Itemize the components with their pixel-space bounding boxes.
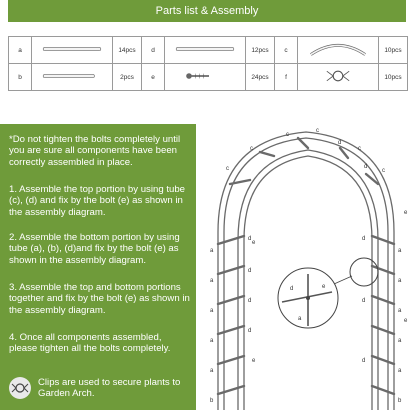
label-e: e xyxy=(252,240,256,246)
part-letter: e xyxy=(142,64,165,91)
label-a: a xyxy=(210,248,214,254)
label-a: a xyxy=(398,278,402,284)
label-a: a xyxy=(398,368,402,374)
step-4: 4. Once all components assembled, please tighten all the bolts completely. xyxy=(9,332,171,355)
header-title: Parts list & Assembly xyxy=(8,0,406,22)
instructions-panel xyxy=(0,124,196,410)
label-d: d xyxy=(364,164,368,170)
label-e: e xyxy=(322,284,326,290)
part-qty: 24pcs xyxy=(246,64,275,91)
part-letter: c xyxy=(275,37,298,64)
label-a: a xyxy=(298,316,302,322)
label-a: a xyxy=(210,278,214,284)
label-a: a xyxy=(398,338,402,344)
part-qty: 2pcs xyxy=(113,64,142,91)
label-a: a xyxy=(210,308,214,314)
curved-tube-icon xyxy=(298,37,379,64)
label-b: b xyxy=(210,398,214,404)
label-c: c xyxy=(316,128,319,134)
part-letter: d xyxy=(142,37,165,64)
part-qty: 14pcs xyxy=(113,37,142,64)
part-qty: 12pcs xyxy=(246,37,275,64)
clip-icon xyxy=(298,64,379,91)
label-c: c xyxy=(286,132,289,138)
label-d: d xyxy=(248,268,252,274)
label-c: c xyxy=(250,146,253,152)
label-a: a xyxy=(210,338,214,344)
tube-a-icon xyxy=(32,37,113,64)
clip-note xyxy=(9,377,196,400)
tube-d-icon xyxy=(165,37,246,64)
label-d: d xyxy=(248,298,252,304)
assembly-diagram xyxy=(198,122,416,410)
label-c: c xyxy=(382,168,385,174)
label-d: d xyxy=(338,140,342,146)
step-1: 1. Assemble the top portion by using tube (c), (d) and fix by the bolt (e) as shown in the assembly diagram. xyxy=(9,184,185,218)
label-a: a xyxy=(398,248,402,254)
label-d: d xyxy=(248,236,252,242)
tube-b-icon xyxy=(32,64,113,91)
label-a: a xyxy=(398,308,402,314)
table-row xyxy=(9,64,408,91)
warning-note: *Do not tighten the bolts completely until you are sure all components have been correctly assembled in place. xyxy=(9,134,181,168)
label-b: b xyxy=(398,398,402,404)
label-e: e xyxy=(252,358,256,364)
part-letter: b xyxy=(9,64,32,91)
step-2: 2. Assemble the bottom portion by using tube (a), (b), (d)and fix by the bolt (e) as shown in the assembly diagram. xyxy=(9,232,180,266)
clip-badge-icon xyxy=(9,377,31,399)
part-qty: 10pcs xyxy=(379,37,408,64)
label-d: d xyxy=(362,298,366,304)
label-e: e xyxy=(404,318,408,324)
label-a: a xyxy=(210,368,214,374)
part-letter: a xyxy=(9,37,32,64)
clip-note-text: Clips are used to secure plants to Garden Arch. xyxy=(38,377,181,400)
label-d: d xyxy=(362,358,366,364)
label-c: c xyxy=(358,146,361,152)
parts-table xyxy=(8,36,408,91)
part-qty: 10pcs xyxy=(379,64,408,91)
table-row xyxy=(9,37,408,64)
label-d: d xyxy=(362,236,366,242)
label-c: c xyxy=(226,166,229,172)
label-d: d xyxy=(248,328,252,334)
bolt-icon xyxy=(165,64,246,91)
step-3: 3. Assemble the top and bottom portions together and fix by the bolt (e) as shown in the assembly diagram. xyxy=(9,282,190,316)
part-letter: f xyxy=(275,64,298,91)
label-e: e xyxy=(404,210,408,216)
label-d: d xyxy=(290,286,294,292)
